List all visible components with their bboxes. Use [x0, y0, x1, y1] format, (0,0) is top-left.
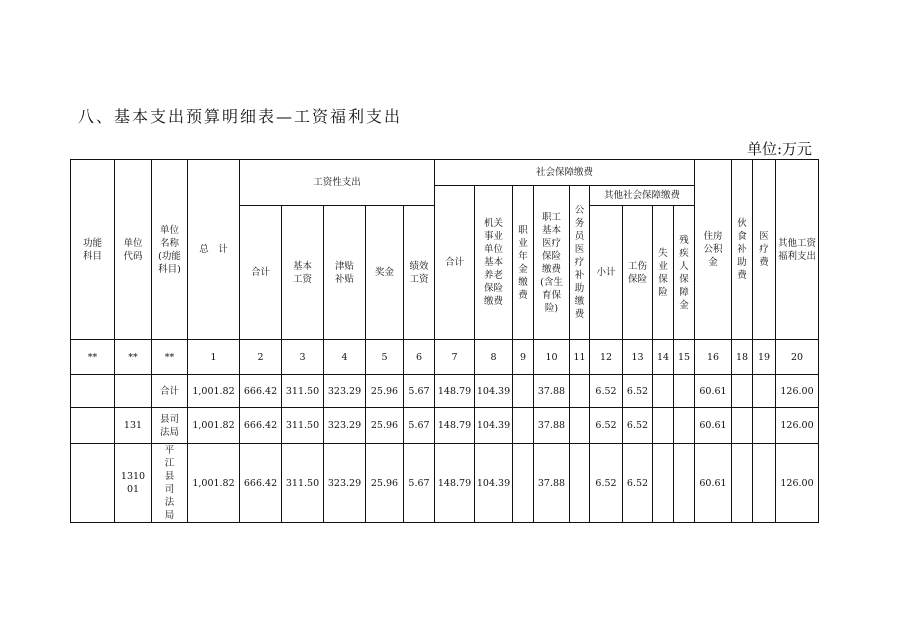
header-merit-pay: 绩效工资 — [404, 206, 435, 340]
header-pension: 机关事业单位基本养老保险缴费 — [475, 186, 513, 340]
header-allowance: 津贴补贴 — [324, 206, 366, 340]
header-total: 总 计 — [188, 160, 240, 340]
header-civil-medical: 公务员医疗补助缴费 — [570, 186, 590, 340]
header-annuity: 职业年金缴费 — [513, 186, 534, 340]
header-unit-code: 单位代码 — [115, 160, 152, 340]
header-unit-name: 单位名称(功能科目) — [152, 160, 188, 340]
header-injury: 工伤保险 — [623, 206, 653, 340]
header-other-subtotal: 小计 — [590, 206, 623, 340]
budget-table — [70, 159, 819, 523]
header-unemployment: 失业保险 — [653, 206, 674, 340]
header-meal-subsidy: 伙食补助费 — [732, 160, 753, 340]
header-bonus: 奖金 — [366, 206, 404, 340]
header-medical-fee: 医疗费 — [753, 160, 776, 340]
page-title: 八、基本支出预算明细表—工资福利支出 — [78, 107, 403, 126]
header-wage-group: 工资性支出 — [240, 160, 435, 206]
index-row: ** ** ** 1 2 3 4 5 6 7 8 9 10 11 12 13 14 15 16 18 19 20 — [71, 340, 819, 375]
table-row: 合计 1,001.82 666.42 311.50 323.29 25.96 5.67 148.79 104.39 37.88 6.52 6.52 60.61 126.00 — [71, 375, 819, 408]
header-other-social-group: 其他社会保障缴费 — [590, 186, 695, 206]
header-func-subject: 功能科目 — [71, 160, 115, 340]
header-basic-wage: 基本工资 — [282, 206, 324, 340]
header-social-total: 合计 — [435, 186, 475, 340]
header-medical: 职工基本医疗保险缴费(含生育保险) — [534, 186, 570, 340]
unit-label: 单位:万元 — [747, 140, 813, 158]
header-other-welfare: 其他工资福利支出 — [776, 160, 819, 340]
header-wage-total: 合计 — [240, 206, 282, 340]
header-housing-fund: 住房公积金 — [695, 160, 732, 340]
header-disability: 残疾人保障金 — [674, 206, 695, 340]
header-social-group: 社会保障缴费 — [435, 160, 695, 186]
table-row: 131001 平江县司法局 1,001.82 666.42 311.50 323.29 25.96 5.67 148.79 104.39 37.88 6.52 6.52 60.61 126.00 — [71, 444, 819, 523]
table-row: 131 县司法局 1,001.82 666.42 311.50 323.29 25.96 5.67 148.79 104.39 37.88 6.52 6.52 60.61 126.00 — [71, 408, 819, 444]
